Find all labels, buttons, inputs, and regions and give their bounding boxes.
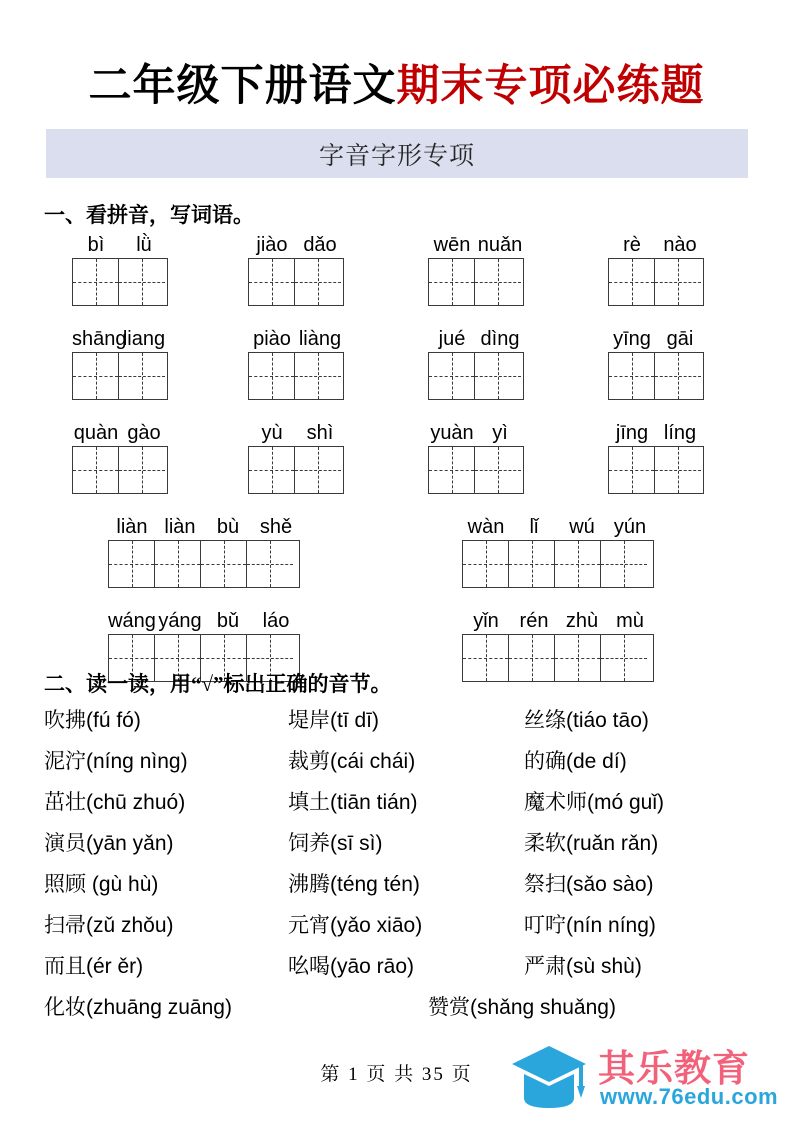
pinyin-syllable: wú	[569, 516, 595, 538]
logo-brand-name: 其乐教育	[598, 1049, 750, 1090]
syllable-question-item[interactable]: 泥泞(níng nìng)	[44, 750, 188, 773]
tianzige-cell[interactable]	[295, 447, 341, 493]
tianzige-writing-grid[interactable]	[108, 540, 300, 588]
syllable-question-item[interactable]: 赞赏(shǎng shuǎng)	[428, 996, 616, 1019]
tianzige-cell[interactable]	[249, 447, 295, 493]
pinyin-syllable: wáng	[108, 610, 156, 632]
pinyin-word-block	[608, 420, 704, 494]
pinyin-syllable: gào	[127, 422, 161, 444]
pinyin-label	[428, 232, 524, 258]
tianzige-writing-grid[interactable]	[428, 258, 524, 306]
syllable-question-row	[0, 866, 793, 904]
syllable-question-item[interactable]: 严肃(sù shù)	[524, 955, 642, 978]
tianzige-cell[interactable]	[295, 259, 341, 305]
pinyin-syllable: shě	[259, 516, 293, 538]
pinyin-syllable: wēn	[433, 234, 471, 256]
pinyin-syllable: yīng	[613, 328, 651, 350]
tianzige-cell[interactable]	[295, 353, 341, 399]
syllable-question-item[interactable]: 扫帚(zǔ zhǒu)	[44, 914, 174, 937]
tianzige-writing-grid[interactable]	[428, 352, 524, 400]
tianzige-cell[interactable]	[509, 541, 555, 587]
tianzige-cell[interactable]	[429, 447, 475, 493]
tianzige-writing-grid[interactable]	[248, 258, 344, 306]
tianzige-cell[interactable]	[463, 635, 509, 681]
tianzige-cell[interactable]	[509, 635, 555, 681]
pinyin-label	[608, 232, 704, 258]
pinyin-syllable: wàn	[467, 516, 505, 538]
syllable-question-item[interactable]: 丝绦(tiáo tāo)	[524, 709, 649, 732]
pinyin-syllable: bǔ	[216, 610, 240, 632]
pinyin-word-block	[248, 420, 344, 494]
tianzige-cell[interactable]	[73, 447, 119, 493]
pinyin-syllable: jīng	[615, 422, 649, 444]
tianzige-writing-grid[interactable]	[428, 446, 524, 494]
tianzige-writing-grid[interactable]	[608, 258, 704, 306]
pinyin-syllable: yǐn	[473, 610, 499, 632]
pinyin-syllable: piào	[253, 328, 291, 350]
pinyin-label	[72, 420, 168, 446]
pinyin-word-block	[428, 420, 524, 494]
pinyin-syllable: liàng	[298, 328, 342, 350]
pinyin-syllable: liàn	[116, 516, 148, 538]
pinyin-word-block	[428, 326, 524, 400]
syllable-question-item[interactable]: 的确(de dí)	[524, 750, 627, 773]
pinyin-word-block	[72, 232, 168, 306]
pinyin-syllable: rè	[623, 234, 641, 256]
pinyin-word-block	[428, 232, 524, 306]
pinyin-syllable: gāi	[666, 328, 694, 350]
tianzige-writing-grid[interactable]	[608, 352, 704, 400]
page-title-black: 二年级下册语文	[88, 63, 397, 110]
pinyin-syllable: zhù	[565, 610, 599, 632]
syllable-question-item[interactable]: 魔术师(mó guǐ)	[524, 791, 665, 814]
pinyin-label	[428, 420, 524, 446]
syllable-question-item[interactable]: 裁剪(cái chái)	[288, 750, 416, 773]
tianzige-cell[interactable]	[655, 259, 701, 305]
tianzige-writing-grid[interactable]	[248, 352, 344, 400]
tianzige-cell[interactable]	[247, 541, 293, 587]
tianzige-cell[interactable]	[249, 259, 295, 305]
syllable-question-row	[0, 989, 793, 1027]
pinyin-word-block	[72, 420, 168, 494]
pinyin-syllable: bì	[87, 234, 105, 256]
pinyin-syllable: jué	[438, 328, 466, 350]
pinyin-syllable: shāng	[72, 328, 127, 350]
tianzige-writing-grid[interactable]	[248, 446, 344, 494]
pinyin-label	[248, 232, 344, 258]
syllable-question-item[interactable]: 演员(yān yǎn)	[44, 832, 174, 855]
pinyin-word-block	[462, 514, 654, 588]
section-1-heading: 一、看拼音，写词语。	[44, 203, 254, 227]
pinyin-syllable: bù	[216, 516, 240, 538]
pinyin-word-block	[248, 326, 344, 400]
page-title-red: 期末专项必练题	[396, 63, 705, 110]
tianzige-cell[interactable]	[119, 447, 165, 493]
pinyin-syllable: láo	[262, 610, 290, 632]
tianzige-cell[interactable]	[475, 447, 521, 493]
tianzige-writing-grid[interactable]	[608, 446, 704, 494]
syllable-question-item[interactable]: 柔软(ruǎn rǎn)	[524, 832, 659, 855]
syllable-question-item[interactable]: 而且(ér ěr)	[44, 955, 144, 978]
pinyin-label	[72, 232, 168, 258]
syllable-question-item[interactable]: 填土(tiān tián)	[288, 791, 418, 814]
tianzige-cell[interactable]	[429, 353, 475, 399]
syllable-question-row	[0, 907, 793, 945]
pinyin-syllable: lǜ	[136, 234, 152, 256]
pinyin-label	[428, 326, 524, 352]
syllable-question-item[interactable]: 元宵(yǎo xiāo)	[288, 914, 423, 937]
pinyin-label	[462, 514, 654, 540]
tianzige-cell[interactable]	[429, 259, 475, 305]
syllable-question-item[interactable]: 吆喝(yāo rāo)	[288, 955, 415, 978]
subtitle-text: 字音字形专项	[318, 142, 475, 170]
pinyin-label	[248, 420, 344, 446]
graduation-cap-icon	[510, 1042, 588, 1112]
pinyin-label	[248, 326, 344, 352]
tianzige-cell[interactable]	[119, 259, 165, 305]
pinyin-syllable: yún	[613, 516, 647, 538]
pinyin-syllable: líng	[663, 422, 697, 444]
pinyin-word-block	[462, 608, 654, 682]
tianzige-cell[interactable]	[249, 353, 295, 399]
pinyin-syllable: yì	[492, 422, 508, 444]
page-title	[0, 52, 793, 113]
pinyin-syllable: quàn	[73, 422, 119, 444]
tianzige-cell[interactable]	[555, 541, 601, 587]
syllable-question-row	[0, 743, 793, 781]
syllable-question-row	[0, 825, 793, 863]
syllable-question-item[interactable]: 吹拂(fú fó)	[44, 709, 141, 732]
tianzige-cell[interactable]	[655, 447, 701, 493]
pinyin-label	[608, 326, 704, 352]
section-2-heading: 二、读一读，用“√”标出正确的音节。	[44, 672, 392, 696]
footer-page-number: 第 1 页 共 35 页	[320, 1064, 473, 1085]
syllable-question-item[interactable]: 祭扫(sǎo sào)	[524, 873, 654, 896]
pinyin-syllable: yáng	[158, 610, 202, 632]
section-1-pinyin-exercises	[0, 232, 793, 662]
pinyin-label	[608, 420, 704, 446]
pinyin-label	[72, 326, 168, 352]
syllable-question-item[interactable]: 茁壮(chū zhuó)	[44, 791, 186, 814]
pinyin-syllable: dǎo	[303, 234, 337, 256]
tianzige-cell[interactable]	[475, 353, 521, 399]
tianzige-cell[interactable]	[463, 541, 509, 587]
tianzige-cell[interactable]	[609, 447, 655, 493]
tianzige-cell[interactable]	[609, 259, 655, 305]
tianzige-cell[interactable]	[555, 635, 601, 681]
tianzige-cell[interactable]	[119, 353, 165, 399]
pinyin-label	[462, 608, 654, 634]
pinyin-syllable: lǐ	[529, 516, 539, 538]
tianzige-cell[interactable]	[609, 353, 655, 399]
tianzige-cell[interactable]	[73, 353, 119, 399]
pinyin-word-block	[608, 326, 704, 400]
syllable-question-item[interactable]: 饲养(sī sì)	[288, 832, 383, 855]
syllable-question-item[interactable]: 照顾 (gù hù)	[44, 873, 159, 896]
tianzige-writing-grid[interactable]	[72, 258, 168, 306]
pinyin-syllable: dìng	[480, 328, 520, 350]
pinyin-word-block	[72, 326, 168, 400]
pinyin-word-block	[108, 514, 300, 588]
tianzige-cell[interactable]	[601, 635, 647, 681]
site-logo	[510, 1036, 788, 1116]
pinyin-label	[108, 608, 300, 634]
tianzige-cell[interactable]	[109, 541, 155, 587]
pinyin-syllable: mù	[616, 610, 644, 632]
pinyin-syllable: yuàn	[430, 422, 474, 444]
tianzige-cell[interactable]	[601, 541, 647, 587]
pinyin-syllable: shì	[306, 422, 334, 444]
tianzige-cell[interactable]	[155, 541, 201, 587]
tianzige-cell[interactable]	[73, 259, 119, 305]
logo-website-url: www.76edu.com	[600, 1084, 779, 1109]
syllable-question-row	[0, 784, 793, 822]
pinyin-syllable: jiào	[256, 234, 288, 256]
tianzige-writing-grid[interactable]	[72, 446, 168, 494]
pinyin-label	[108, 514, 300, 540]
syllable-question-item[interactable]: 沸腾(téng tén)	[288, 873, 420, 896]
tianzige-writing-grid[interactable]	[462, 540, 654, 588]
pinyin-syllable: liang	[122, 328, 166, 350]
syllable-question-item[interactable]: 堤岸(tī dī)	[288, 709, 380, 732]
tianzige-cell[interactable]	[475, 259, 521, 305]
pinyin-syllable: nào	[663, 234, 697, 256]
tianzige-writing-grid[interactable]	[462, 634, 654, 682]
subtitle-band	[46, 129, 748, 178]
syllable-question-row	[0, 702, 793, 740]
pinyin-syllable: liàn	[164, 516, 196, 538]
tianzige-cell[interactable]	[201, 541, 247, 587]
syllable-question-row	[0, 948, 793, 986]
syllable-question-item[interactable]: 化妆(zhuāng zuāng)	[44, 996, 232, 1019]
pinyin-syllable: nuǎn	[477, 234, 523, 256]
tianzige-writing-grid[interactable]	[72, 352, 168, 400]
pinyin-word-block	[248, 232, 344, 306]
pinyin-syllable: yù	[261, 422, 283, 444]
syllable-question-item[interactable]: 叮咛(nín níng)	[524, 914, 656, 937]
pinyin-syllable: rén	[519, 610, 549, 632]
tianzige-cell[interactable]	[655, 353, 701, 399]
pinyin-word-block	[608, 232, 704, 306]
